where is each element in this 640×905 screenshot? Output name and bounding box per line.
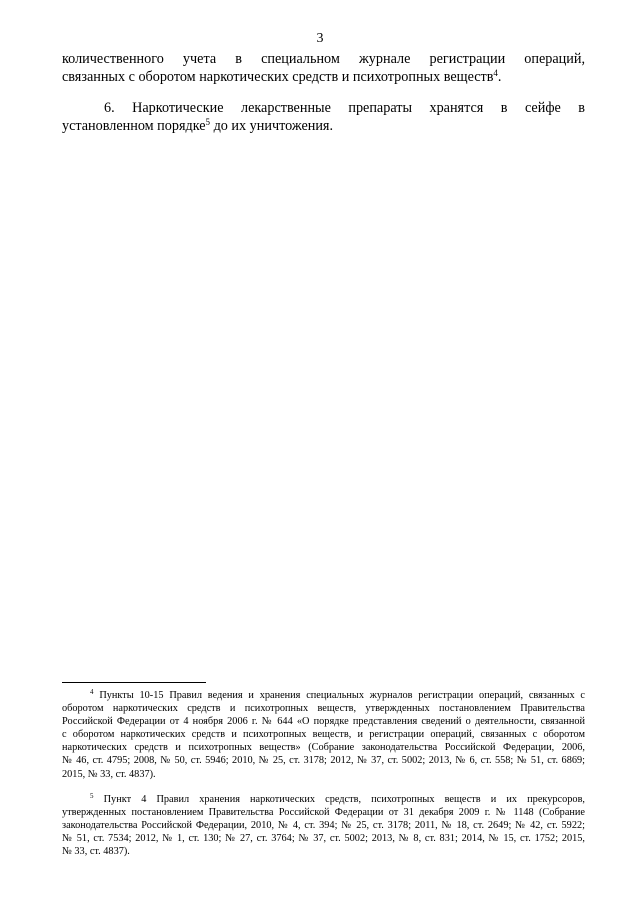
paragraph-1-end: . [497,69,502,85]
footnote-5-line-1 [62,793,585,806]
paragraph-2 [62,99,585,135]
footnote-4-line-3: Российской Федерации от 4 ноября 2006 г. № 644 «О порядке представления сведений о деятельности, связанной [62,716,585,728]
footnote-separator [62,682,206,683]
footnote-5-line-2: утвержденных постановлением Правительства Российской Федерации от 31 декабря 2009 г. № 1148 (Собрание [62,807,585,819]
paragraph-1-line-1: количественного учета в специальном журнале регистрации операций, [62,51,585,67]
footnote-4 [62,689,585,781]
paragraph-1-line-2-text: связанных с оборотом наркотических средств и психотропных веществ [62,69,494,85]
footnote-4-line-7: 2015, № 33, ст. 4837). [62,768,156,780]
footnote-4-line-5: наркотических средств и психотропных веществ» (Собрание законодательства Российской Федерации, 2006, [62,742,585,754]
paragraph-1-line-2 [62,68,585,86]
footnote-4-line-1 [62,689,585,702]
footnote-5-line-1-text: Пункт 4 Правил хранения наркотических средств, психотропных веществ и их прекурсоров, [103,794,586,805]
footnote-5-number: 5 [90,792,94,800]
footnote-5 [62,793,585,858]
paragraph-2-line-2 [62,117,585,135]
page-number: 3 [316,31,324,46]
footnote-4-line-2: оборотом наркотических средств и психотропных веществ, утвержденных постановлением Правительства [62,703,585,715]
paragraph-2-line-2-text: установленном порядке [62,118,206,134]
footnote-4-number: 4 [90,688,94,696]
footnote-5-line-5: № 33, ст. 4837). [62,846,130,858]
footnote-4-line-1-text: Пункты 10-15 Правил ведения и хранения специальных журналов регистрации операций, связанных с [99,690,585,701]
footnote-4-line-6: № 46, ст. 4795; 2008, № 50, ст. 5946; 2010, № 25, ст. 3178; 2012, № 37, ст. 5002; 2013, № 6, ст. 558; № 51, ст. 6869; [62,755,585,767]
footnote-ref-4[interactable]: 4 [493,68,498,78]
paragraph-1 [62,50,585,86]
footnote-4-line-4: с оборотом наркотических средств и психотропных веществ, и регистрации операций, связанных с оборотом [62,729,585,741]
paragraph-2-end: до их уничтожения. [210,118,334,134]
footnote-5-line-3: законодательства Российской Федерации, 2010, № 4, ст. 394; № 25, ст. 3178; 2011, № 18, ст. 2649; № 42, ст. 5922; [62,820,585,832]
footnote-5-line-4: № 51, ст. 7534; 2012, № 1, ст. 130; № 27, ст. 3764; № 37, ст. 5002; 2013, № 8, ст. 831; 2014, № 15, ст. 1752; 2015, [62,833,585,845]
footnote-ref-5[interactable]: 5 [205,117,211,127]
paragraph-2-line-1: 6. Наркотические лекарственные препараты хранятся в сейфе в [104,100,585,116]
